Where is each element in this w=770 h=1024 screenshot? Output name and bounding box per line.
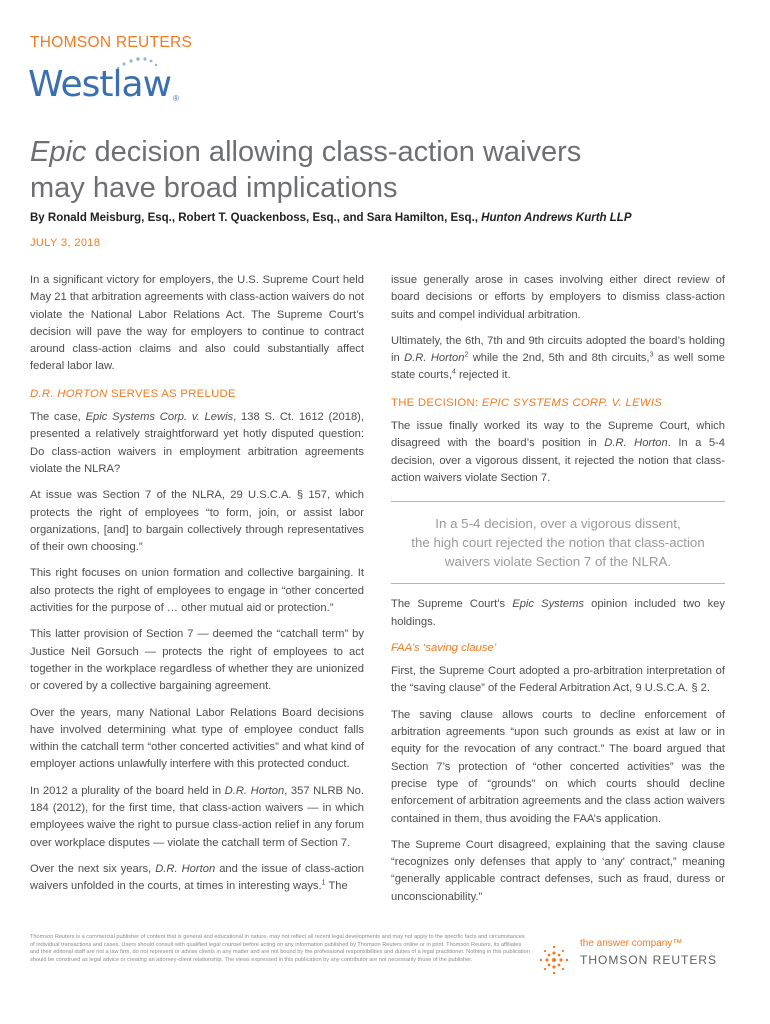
footnote-ref[interactable]: 2 — [464, 351, 469, 359]
pull-quote-line: In a 5-4 decision, over a vigorous dissent, — [435, 516, 681, 532]
paragraph — [30, 783, 364, 852]
text: . In a 5-4 decision, over a vigorous dissent, it rejected the notion that class-action waivers violate Section 7. — [391, 437, 726, 484]
subheading: FAA’s ‘saving clause’ — [391, 641, 497, 654]
text: while the 2nd, 5th and 8th circuits, — [468, 352, 650, 365]
paragraph: issue generally arose in cases involving either direct review of board decisions or efforts by employers to dismiss class-action suits and compel individual arbitration. — [391, 274, 725, 321]
paragraph — [30, 861, 364, 896]
case-name: D.R. Horton — [155, 862, 216, 875]
footnote-ref[interactable]: 1 — [321, 879, 326, 887]
text: opinion included two key holdings. — [391, 598, 725, 628]
text: , 138 S. Ct. 1612 (2018), presented a relatively straightforward yet hotly disputed question: Do class-action waivers in employment arbitration agreements violate the NLRA? — [30, 411, 364, 475]
heading-italic: D.R. HORTON — [30, 387, 108, 400]
text: The case, — [30, 411, 86, 424]
heading-italic: EPIC SYSTEMS CORP. V. LEWIS — [481, 396, 663, 409]
title-part-2: may have broad implications — [30, 172, 398, 204]
byline-firm: Hunton Andrews Kurth LLP — [481, 212, 632, 224]
paragraph: This right focuses on union formation and collective bargaining. It also protects the right of employees to engage in “other concerted activities for the purpose of … other mutual aid or protection.” — [30, 567, 364, 615]
footnote-ref[interactable]: 4 — [451, 368, 456, 376]
paragraph: In a significant victory for employers, the U.S. Supreme Court held May 21 that arbitration agreements with class-action waivers do not violate the National Labor Relations Act. The Supreme Court’s decision will pave the way for employers to continue to contract around class-action claims and also could substantially affect federal labor law. — [30, 274, 364, 373]
westlaw-logo — [28, 54, 198, 108]
footnote-ref[interactable]: 3 — [649, 351, 654, 359]
text: The Supreme Court’s — [391, 598, 513, 611]
text: The issue finally worked its way to the Supreme Court, which disagreed with the board’s position in — [391, 420, 725, 450]
westlaw-wordmark: Westlaw — [28, 64, 172, 105]
article-title — [30, 134, 730, 206]
heading-text: SERVES AS PRELUDE — [107, 387, 236, 400]
brand-label: THOMSON REUTERS — [30, 34, 193, 51]
paragraph: First, the Supreme Court adopted a pro-arbitration interpretation of the “saving clause” of the Federal Arbitration Act, 9 U.S.C.A. § 2. — [391, 665, 725, 695]
right-column — [391, 272, 725, 915]
heading-text: THE DECISION: — [391, 396, 482, 409]
case-name: D.R. Horton — [224, 784, 285, 797]
paragraph — [30, 409, 364, 478]
text: , 357 NLRB No. 184 (2012), for the first time, that class-action waivers — in which employees waive the right to pursue class-action relief in any forum over workplace disputes — violate the catchall term of Section 7. — [30, 784, 364, 849]
section-heading — [391, 395, 725, 412]
thomson-reuters-dot-mark-icon — [538, 944, 570, 976]
paragraph: At issue was Section 7 of the NLRA, 29 U.S.C.A. § 157, which protects the right of employees “to form, join, or assist labor organizations, [and] to bargain collectively through representatives of their own choosing.” — [30, 489, 364, 554]
text: Over the next six years, — [30, 862, 156, 875]
paragraph — [391, 333, 725, 385]
paragraph: The saving clause allows courts to decline enforcement of arbitration agreements “upon such grounds as exist at law or in equity for the revocation of any contract.” The board argued that Section 7’s protection of “other concerted activities” was the precise type of “grounds” on which courts should decline enforcement of arbitration agreements and the class action waivers contained in them, thus avoiding the FAA’s application. — [391, 708, 725, 825]
text: as well some state courts, — [391, 352, 726, 382]
text: Ultimately, the 6th, 7th and 9th circuits adopted the board’s holding in — [391, 334, 725, 365]
text: The — [325, 880, 348, 893]
paragraph — [391, 418, 725, 487]
text: and the issue of class-action waivers unfolded in the courts, at times in interesting ways. — [30, 862, 365, 893]
paragraph: This latter provision of Section 7 — deemed the “catchall term” by Justice Neil Gorsuch — protects the right of employees to act together in the workplace regardless of whether they are unionized or covered by a collective bargaining agreement. — [30, 628, 364, 693]
paragraph — [391, 596, 725, 631]
case-name: D.R. Horton — [604, 437, 668, 450]
pull-quote-line: the high court rejected the notion that class-action — [411, 535, 705, 551]
article-date: JULY 3, 2018 — [30, 237, 101, 249]
text: In 2012 a plurality of the board held in — [30, 784, 225, 797]
byline — [30, 212, 632, 224]
left-column — [30, 272, 364, 905]
tagline: the answer company™ — [580, 938, 683, 949]
title-part-1: decision allowing class-action waivers — [86, 136, 582, 168]
disclaimer: Thomson Reuters is a commercial publisher of content that is general and educational in nature, may not reflect all recent legal developments and may not apply to the specific facts and circumstances of individual transactions and cases. Users should consult with qualified legal counsel before acting on any information published by Thomson Reuters online or in print. Thomson Reuters, its affiliates and their editorial staff are not a law firm, do not represent or advise clients in any matter and are not bound by the professional responsibilities and duties of a legal practitioner. Nothing in this publication should be construed as legal advice or creating an attorney-client relationship. The views expressed in this publication by any contributor are not necessarily those of the publisher. — [30, 934, 530, 963]
title-italic: Epic — [30, 136, 87, 168]
pull-quote — [391, 501, 725, 584]
text: rejected it. — [455, 369, 511, 382]
case-name: Epic Systems Corp. v. Lewis — [85, 411, 234, 424]
section-heading — [30, 386, 364, 403]
footer-brand: THOMSON REUTERS — [580, 953, 718, 967]
pull-quote-line: waivers violate Section 7 of the NLRA. — [444, 554, 672, 570]
paragraph: Over the years, many National Labor Relations Board decisions have involved determining what type of employee conduct falls within the catchall term “other concerted activities” and what kind of employer actions unlawfully interfere with this protected conduct. — [30, 706, 364, 771]
paragraph: The Supreme Court disagreed, explaining that the saving clause “recognizes only defenses that apply to ‘any’ contract,” meaning “generally applicable contract defenses, such as fraud, duress or unconscionability.” — [391, 838, 725, 903]
case-name: D.R. Horton — [404, 352, 465, 365]
case-name: Epic Systems — [512, 598, 584, 611]
byline-authors: By Ronald Meisburg, Esq., Robert T. Quackenboss, Esq., and Sara Hamilton, Esq., — [30, 212, 482, 224]
registered-mark: ® — [173, 94, 179, 103]
